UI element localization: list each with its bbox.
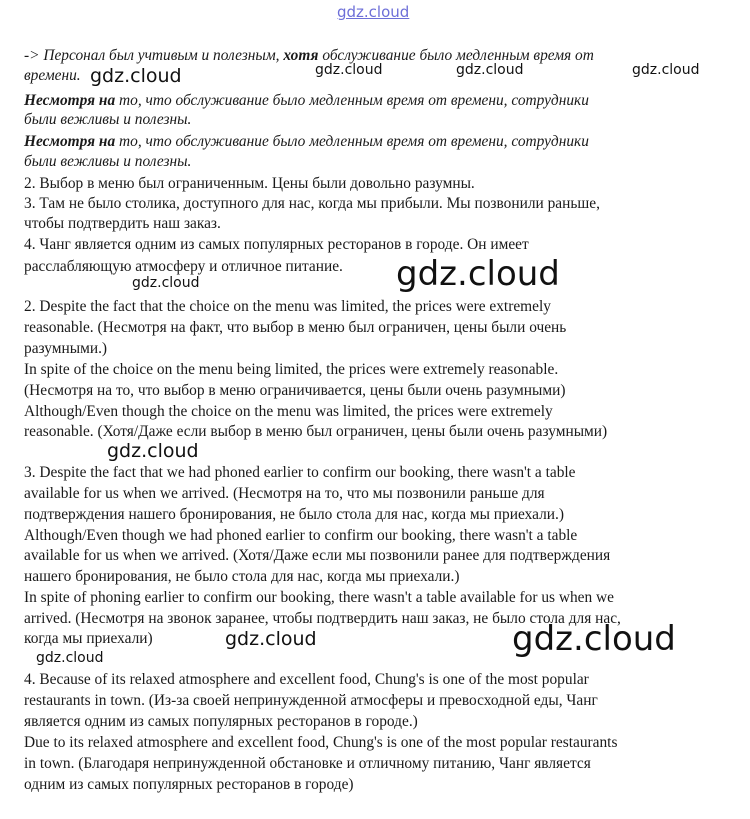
answer2-line: разумными.) (24, 340, 108, 357)
watermark: gdz.cloud (36, 650, 104, 666)
watermark: gdz.cloud (456, 62, 524, 78)
task-line: чтобы подтвердить наш заказ. (24, 215, 221, 232)
answer3-line: 3. Despite the fact that we had phoned earlier to confirm our booking, there wasn't a table (24, 464, 576, 481)
task-line: 3. Там не было столика, доступного для нас, когда мы прибыли. Мы позвонили раньше, (24, 195, 600, 212)
watermark: gdz.cloud (632, 62, 700, 78)
watermark: gdz.cloud (512, 619, 676, 659)
answer3-line: нашего бронирования, не было стола для нас, когда мы приехали.) (24, 568, 460, 585)
task-line: 4. Чанг является одним из самых популярных ресторанов в городе. Он имеет (24, 236, 529, 253)
part1-line-5 (24, 132, 736, 151)
part1-line-2: времени. (24, 67, 81, 84)
answer2-line: Although/Even though the choice on the menu was limited, the prices were extremely (24, 403, 553, 420)
answer4-line: Due to its relaxed atmosphere and excellent food, Chung's is one of the most popular restaurants (24, 734, 618, 751)
answer2-line: reasonable. (Несмотря на факт, что выбор в меню был ограничен, цены были очень (24, 319, 567, 336)
answer3-line: Although/Even though we had phoned earlier to confirm our booking, there wasn't a table (24, 527, 578, 544)
answer2-line: (Несмотря на то, что выбор в меню ограничивается, цены были очень разумными) (24, 382, 566, 399)
watermark: gdz.cloud (225, 628, 317, 650)
watermark: gdz.cloud (107, 440, 199, 462)
keyword-nesmotrya-na: Несмотря на (24, 92, 116, 109)
answer3-line: arrived. (Несмотря на звонок заранее, чтобы подтвердить наш заказ, не было стола для нас, (24, 610, 621, 627)
task-line: 2. Выбор в меню был ограниченным. Цены были довольно разумны. (24, 175, 475, 192)
answer2-line: 2. Despite the fact that the choice on the menu was limited, the prices were extremely (24, 298, 551, 315)
answer4-line: одним из самых популярных ресторанов в городе) (24, 776, 354, 793)
part1-line-4: были вежливы и полезны. (24, 111, 192, 128)
part1-line-6: были вежливы и полезны. (24, 153, 192, 170)
answer4-line: restaurants in town. (Из-за своей непринужденной атмосферы и превосходной еды, Чанг (24, 692, 598, 709)
part1-line-3 (24, 91, 736, 110)
answer3-line: когда мы приехали) (24, 630, 153, 647)
part1-text-b: обслуживание было медленным время от (318, 47, 594, 64)
watermark: gdz.cloud (90, 65, 182, 87)
answer4-line: является одним из самых популярных ресторанов в городе.) (24, 713, 418, 730)
watermark: gdz.cloud (315, 62, 383, 78)
keyword-hotya: хотя (283, 47, 319, 64)
answer2-line: reasonable. (Хотя/Даже если выбор в меню был ограничен, цены были очень разумными) (24, 423, 608, 440)
answer3-line: подтверждения нашего бронирования, не было стола для нас, когда мы приехали.) (24, 506, 564, 523)
arrow-glyph: -> (24, 47, 44, 64)
watermark-top[interactable]: gdz.cloud (337, 3, 410, 21)
answer3-line: In spite of phoning earlier to confirm our booking, there wasn't a table available for us when we (24, 589, 614, 606)
keyword-nesmotrya-na-2: Несмотря на (24, 133, 116, 150)
part1-line-3-rest: то, что обслуживание было медленным время от времени, сотрудники (115, 92, 589, 109)
answer3-line: available for us when we arrived. (Хотя/Даже если мы позвонили ранее для подтверждения (24, 547, 611, 564)
part1-line-5-rest: то, что обслуживание было медленным время от времени, сотрудники (115, 133, 589, 150)
watermark: gdz.cloud (132, 275, 200, 291)
answer3-line: available for us when we arrived. (Несмотря на то, что мы позвонили раньше для (24, 485, 545, 502)
part1-text-a: Персонал был учтивым и полезным, (43, 47, 284, 64)
answer2-line: In spite of the choice on the menu being limited, the prices were extremely reasonable. (24, 361, 559, 378)
answer4-line: in town. (Благодаря непринужденной обстановке и отличному питанию, Чанг является (24, 755, 591, 772)
answer4-line: 4. Because of its relaxed atmosphere and excellent food, Chung's is one of the most popular (24, 671, 589, 688)
task-line: расслабляющую атмосферу и отличное питание. (24, 258, 343, 275)
watermark: gdz.cloud (396, 254, 560, 294)
